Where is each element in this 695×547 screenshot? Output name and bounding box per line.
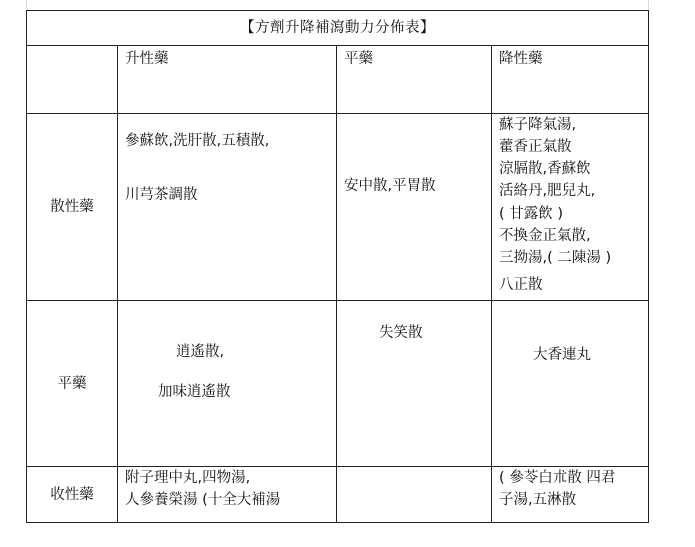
formula-distribution-table bbox=[26, 10, 649, 523]
header-empty-cell bbox=[27, 46, 118, 114]
row-label-cell bbox=[27, 301, 118, 467]
cell-line: 涼膈散,香蘇飲 bbox=[499, 161, 591, 177]
cell-line: 參蘇飲,洗肝散,五積散, bbox=[125, 133, 270, 149]
cell-line: ( 參苓白朮散 四君 bbox=[499, 470, 616, 486]
header-descending-cell bbox=[492, 46, 649, 114]
header-ascending-cell bbox=[118, 46, 337, 114]
table-row-dispersing bbox=[27, 114, 649, 301]
cell-line: 逍遙散, bbox=[176, 344, 225, 360]
cell-astringent-neutral bbox=[337, 467, 492, 523]
cell-line: 不換金正氣散, bbox=[499, 228, 591, 244]
table-row-neutral bbox=[27, 301, 649, 467]
table-title: 【方劑升降補瀉動力分佈表】 bbox=[240, 20, 435, 36]
cell-line: 三拗湯,( 二陳湯 ) bbox=[499, 250, 612, 266]
cell-dispersing-ascending bbox=[118, 114, 337, 301]
cell-neutral-neutral bbox=[337, 301, 492, 467]
cell-dispersing-descending bbox=[492, 114, 649, 301]
header-neutral: 平藥 bbox=[344, 51, 373, 67]
title-row bbox=[27, 11, 649, 46]
header-ascending: 升性藥 bbox=[125, 51, 169, 67]
cell-line: 川芎茶調散 bbox=[125, 187, 198, 203]
page-corner-mark-left bbox=[26, 0, 27, 9]
page-corner-mark-right bbox=[648, 0, 649, 9]
cell-line: 安中散,平胃散 bbox=[344, 178, 436, 194]
cell-line: 人參養榮湯 (十全大補湯 bbox=[125, 492, 281, 508]
cell-line: 附子理中丸,四物湯, bbox=[125, 470, 251, 486]
cell-astringent-descending bbox=[492, 467, 649, 523]
cell-line: 加味逍遙散 bbox=[158, 384, 231, 400]
cell-line: 子湯,五淋散 bbox=[499, 492, 577, 508]
cell-neutral-descending bbox=[492, 301, 649, 467]
cell-line: 八正散 bbox=[499, 277, 543, 293]
row-label-astringent: 收性藥 bbox=[50, 486, 94, 503]
row-label-neutral: 平藥 bbox=[57, 375, 87, 392]
cell-astringent-ascending bbox=[118, 467, 337, 523]
title-cell bbox=[27, 11, 649, 46]
cell-line: 失笑散 bbox=[379, 325, 423, 341]
cell-line: 大香連丸 bbox=[533, 347, 591, 363]
table-row-astringent bbox=[27, 467, 649, 523]
cell-line: 活絡丹,肥兒丸, bbox=[499, 183, 596, 199]
cell-line: 蘇子降氣湯, bbox=[499, 117, 577, 133]
header-neutral-cell bbox=[337, 46, 492, 114]
cell-line: ( 甘露飲 ) bbox=[499, 206, 564, 222]
cell-neutral-ascending bbox=[118, 301, 337, 467]
cell-dispersing-neutral bbox=[337, 114, 492, 301]
cell-line: 藿香正氣散 bbox=[499, 139, 572, 155]
header-row bbox=[27, 46, 649, 114]
row-label-dispersing: 散性藥 bbox=[50, 199, 94, 215]
header-descending: 降性藥 bbox=[499, 51, 543, 67]
row-label-cell bbox=[27, 114, 118, 301]
row-label-cell bbox=[27, 467, 118, 523]
